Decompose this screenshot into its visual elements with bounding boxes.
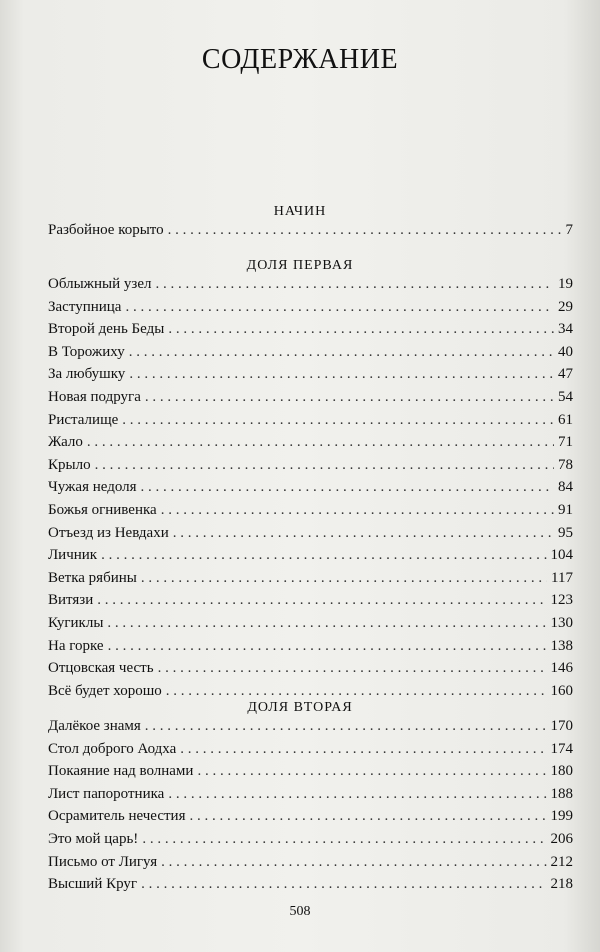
toc-entry bbox=[48, 525, 573, 548]
entry-page-number: 160 bbox=[550, 682, 573, 699]
dot-leader bbox=[129, 344, 554, 361]
entry-title: Жало bbox=[48, 434, 83, 451]
entry-title: Крыло bbox=[48, 456, 91, 473]
toc-list-dolya-pervaya bbox=[48, 276, 573, 705]
page-title: СОДЕРЖАНИЕ bbox=[201, 44, 399, 75]
dot-leader bbox=[87, 434, 554, 451]
entry-page-number: 212 bbox=[550, 853, 573, 870]
dot-leader bbox=[180, 741, 546, 758]
entry-title: Лист папоротника bbox=[48, 785, 165, 802]
entry-page-number: 40 bbox=[558, 343, 573, 360]
toc-entry bbox=[48, 763, 573, 786]
entry-page-number: 61 bbox=[558, 411, 573, 428]
entry-title: Ветка рябины bbox=[48, 569, 137, 586]
dot-leader bbox=[189, 808, 546, 825]
toc-list-nachin bbox=[48, 222, 573, 245]
entry-title: Новая подруга bbox=[48, 388, 141, 405]
toc-entry bbox=[48, 479, 573, 502]
toc-entry bbox=[48, 299, 573, 322]
page-number: 508 bbox=[289, 904, 311, 919]
dot-leader bbox=[141, 479, 554, 496]
toc-entry bbox=[48, 592, 573, 615]
toc-entry bbox=[48, 741, 573, 764]
dot-leader bbox=[166, 683, 547, 700]
entry-title: Отцовская честь bbox=[48, 660, 154, 677]
entry-title: Второй день Беды bbox=[48, 321, 165, 338]
entry-page-number: 54 bbox=[558, 388, 573, 405]
dot-leader bbox=[141, 570, 547, 587]
entry-page-number: 218 bbox=[550, 876, 573, 893]
entry-page-number: 123 bbox=[550, 592, 573, 609]
entry-page-number: 71 bbox=[558, 434, 573, 451]
toc-entry bbox=[48, 660, 573, 683]
dot-leader bbox=[108, 638, 547, 655]
entry-title: Осрамитель нечестия bbox=[48, 808, 186, 825]
entry-page-number: 130 bbox=[550, 614, 573, 631]
entry-title: Облыжный узел bbox=[48, 276, 152, 292]
dot-leader bbox=[173, 525, 554, 542]
toc-entry bbox=[48, 321, 573, 344]
entry-page-number: 84 bbox=[558, 479, 573, 496]
toc-list-dolya-vtoraya bbox=[48, 718, 573, 899]
toc-entry bbox=[48, 547, 573, 570]
toc-entry bbox=[48, 434, 573, 457]
dot-leader bbox=[161, 502, 554, 519]
entry-page-number: 174 bbox=[550, 740, 573, 757]
section-heading-dolya-pervaya: ДОЛЯ ПЕРВАЯ bbox=[246, 258, 354, 273]
toc-entry bbox=[48, 615, 573, 638]
toc-entry bbox=[48, 718, 573, 741]
entry-title: Письмо от Лигуя bbox=[48, 853, 158, 870]
toc-entry bbox=[48, 570, 573, 593]
entry-title: Высший Круг bbox=[48, 876, 138, 893]
toc-entry bbox=[48, 638, 573, 661]
entry-page-number: 138 bbox=[550, 637, 573, 654]
dot-leader bbox=[122, 412, 554, 429]
dot-leader bbox=[158, 660, 547, 677]
dot-leader bbox=[101, 547, 546, 564]
dot-leader bbox=[168, 222, 562, 239]
toc-entry bbox=[48, 389, 573, 412]
dot-leader bbox=[107, 615, 546, 632]
entry-page-number: 117 bbox=[551, 569, 573, 586]
toc-entry bbox=[48, 366, 573, 389]
section-heading-dolya-vtoraya: ДОЛЯ ВТОРАЯ bbox=[247, 700, 353, 715]
entry-page-number: 180 bbox=[550, 763, 573, 780]
entry-page-number: 19 bbox=[558, 276, 573, 292]
entry-title: Чужая недоля bbox=[48, 479, 137, 496]
toc-entry bbox=[48, 502, 573, 525]
dot-leader bbox=[95, 457, 554, 474]
entry-page-number: 47 bbox=[558, 366, 573, 383]
toc-entry bbox=[48, 222, 573, 245]
entry-page-number: 91 bbox=[558, 501, 573, 518]
section-heading-nachin: НАЧИН bbox=[273, 204, 327, 219]
toc-entry bbox=[48, 276, 573, 299]
entry-title: Отъезд из Невдахи bbox=[48, 524, 169, 541]
toc-entry bbox=[48, 854, 573, 877]
entry-page-number: 146 bbox=[550, 660, 573, 677]
toc-entry bbox=[48, 831, 573, 854]
entry-title: Стол доброго Аодха bbox=[48, 740, 177, 757]
entry-title: Личник bbox=[48, 547, 98, 564]
entry-title: Божья огнивенка bbox=[48, 501, 157, 518]
entry-title: В Торожиху bbox=[48, 343, 125, 360]
dot-leader bbox=[141, 876, 546, 893]
toc-entry bbox=[48, 457, 573, 480]
entry-title: На горке bbox=[48, 637, 104, 654]
entry-title: Заступница bbox=[48, 298, 122, 315]
toc-entry bbox=[48, 786, 573, 809]
dot-leader bbox=[97, 592, 546, 609]
dot-leader bbox=[161, 854, 546, 871]
entry-title: Кугиклы bbox=[48, 614, 104, 631]
entry-page-number: 188 bbox=[550, 785, 573, 802]
dot-leader bbox=[129, 366, 554, 383]
entry-title: Далёкое знамя bbox=[48, 718, 141, 734]
entry-title: Всё будет хорошо bbox=[48, 682, 162, 699]
entry-page-number: 95 bbox=[558, 524, 573, 541]
entry-page-number: 34 bbox=[558, 321, 573, 338]
entry-page-number: 199 bbox=[550, 808, 573, 825]
entry-title: Ристалище bbox=[48, 411, 119, 428]
entry-page-number: 206 bbox=[550, 830, 573, 847]
entry-title: За любушку bbox=[48, 366, 126, 383]
entry-title: Витязи bbox=[48, 592, 94, 609]
entry-title: Разбойное корыто bbox=[48, 222, 164, 238]
dot-leader bbox=[155, 276, 554, 293]
toc-entry bbox=[48, 808, 573, 831]
dot-leader bbox=[125, 299, 554, 316]
entry-page-number: 78 bbox=[558, 456, 573, 473]
toc-entry bbox=[48, 412, 573, 435]
dot-leader bbox=[168, 786, 546, 803]
entry-page-number: 170 bbox=[550, 718, 573, 734]
dot-leader bbox=[142, 831, 546, 848]
dot-leader bbox=[145, 389, 554, 406]
dot-leader bbox=[145, 718, 547, 735]
entry-page-number: 29 bbox=[558, 298, 573, 315]
dot-leader bbox=[168, 321, 554, 338]
toc-entry bbox=[48, 344, 573, 367]
entry-page-number: 7 bbox=[565, 222, 573, 238]
entry-page-number: 104 bbox=[550, 547, 573, 564]
dot-leader bbox=[197, 763, 546, 780]
entry-title: Это мой царь! bbox=[48, 830, 139, 847]
entry-title: Покаяние над волнами bbox=[48, 763, 194, 780]
toc-entry bbox=[48, 876, 573, 899]
